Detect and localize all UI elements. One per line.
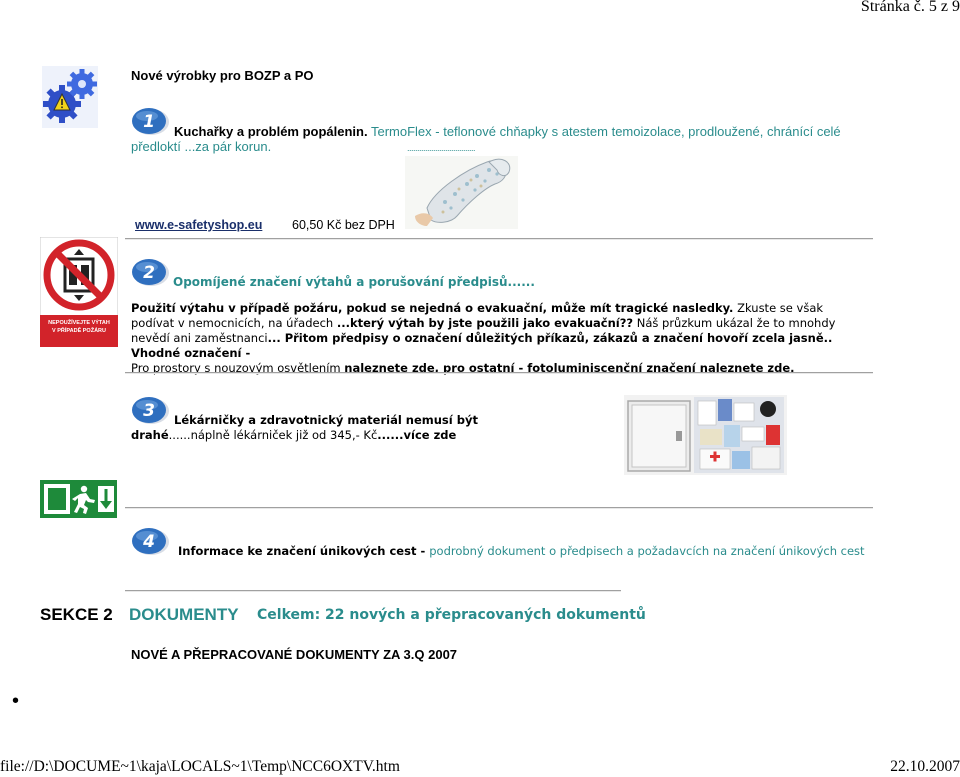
svg-text:3: 3 [143,401,155,421]
number-4-icon [131,526,169,556]
item1-title: Kuchařky a problém popálenin. [174,124,368,139]
item2-heading: Opomíjené značení výtahů a porušování předpisů...... [173,275,535,289]
emergency-exit-sign-icon [40,480,117,518]
item4-document-link[interactable]: podrobný dokument o předpisech a požadavcích na značení únikových cest [429,544,865,558]
item4-title: Informace ke značení únikových cest [178,544,417,558]
link-emergency-lighting[interactable]: naleznete zde, [344,361,440,375]
section-summary: Celkem: 22 nových a přepracovaných dokumentů [257,607,646,623]
sign-line-2: V PŘÍPADĚ POŽÁRU [52,328,106,334]
item2-p-i: pro ostatní - [439,361,528,375]
item2-p-b: Zkuste se však podívat v nemocnicích, na úřadech [131,301,824,330]
item2-p-e: ... Přitom předpisy o označení důležitých příkazů, zákazů a značení hovoří zcela jasně.. [267,331,833,345]
footer-path: file://D:\DOCUME~1\kaja\LOCALS~1\Temp\NCC6OXTV.htm [0,758,400,775]
item2-p-c: ...který výtah by jste použili jako evakuační?? [336,316,634,330]
item2-p-a: Použití výtahu v případě požáru, pokud se nejedná o evakuační, může mít tragické nasledky. [131,301,734,315]
item4-dash: - [416,544,430,558]
svg-text:2: 2 [143,263,155,283]
item2-p-f: Vhodné označení - [131,346,251,360]
svg-text:1: 1 [143,112,155,132]
item1-price: 60,50 Kč bez DPH [292,218,395,232]
item3-title: Lékárničky a zdravotnický materiál nemusí být drahé [131,413,478,442]
item3-more-link[interactable]: ......více zde [377,428,457,442]
divider [125,590,621,592]
item4-text [178,544,878,559]
first-aid-kit-image [624,395,787,475]
intro-title: Nové výrobky pro BOZP a PO [131,68,314,83]
no-elevator-sign-text [40,319,118,335]
item1-description: TermoFlex - teflonové chňapky s atestem temoizolace, prodloužené, chránící celé předloktí ...za pár korun. [131,124,841,154]
list-bullet: • [12,690,20,712]
item1-dots: .................................. [407,143,476,153]
gears-icon [42,66,98,128]
item3-more: ......náplně lékárniček již od 345,- Kč [168,428,378,442]
svg-text:4: 4 [143,532,155,552]
oven-mitt-image [405,156,518,229]
shop-link[interactable]: www.e-safetyshop.eu [135,218,263,232]
section-label: SEKCE 2 [40,605,113,624]
link-photoluminescent[interactable]: fotoluminiscenční značení naleznete zde. [527,361,795,375]
footer-date: 22.10.2007 [890,758,960,775]
item2-p-d: Náš průzkum ukázal že to mnohdy nevědí ani zaměstnanci [131,316,836,345]
divider [125,372,873,374]
no-elevator-sign-icon [40,237,118,347]
page-number: Stránka č. 5 z 9 [860,0,960,15]
divider [125,507,873,509]
item3-text [131,413,571,443]
item1-text [131,124,866,154]
divider [125,238,873,240]
item2-p-g: Pro prostory s nouzovým osvětlením [131,361,345,375]
section-title: DOKUMENTY [129,605,239,624]
section-subheading: NOVÉ A PŘEPRACOVANÉ DOKUMENTY ZA 3.Q 2007 [131,647,458,662]
number-2-icon [131,257,169,287]
item2-paragraph [131,301,866,376]
sign-line-1: NEPOUŽÍVEJTE VÝTAH [48,320,110,326]
